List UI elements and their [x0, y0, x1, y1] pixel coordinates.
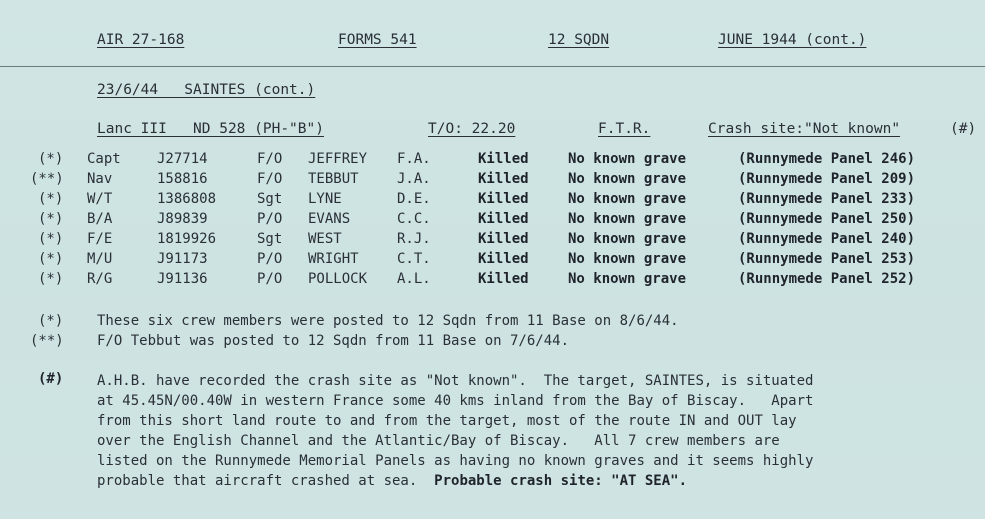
remark-mark: (#) [38, 371, 64, 387]
remark-last-line-plain: probable that aircraft crashed at sea. [97, 473, 435, 489]
crew-role: B/A [87, 211, 113, 227]
crew-role: M/U [87, 251, 113, 267]
crew-mark: (*) [38, 251, 64, 267]
crew-row [0, 231, 985, 251]
crew-mark: (*) [38, 211, 64, 227]
date-line: 23/6/44 SAINTES (cont.) [97, 82, 316, 98]
crew-service-number: J89839 [157, 211, 208, 227]
crew-grave: No known grave [568, 151, 687, 167]
crew-rank: Sgt [257, 191, 283, 207]
crew-initials: A.L. [397, 271, 431, 287]
crew-initials: C.T. [397, 251, 431, 267]
crew-service-number: J91136 [157, 271, 208, 287]
ftr-label: F.T.R. [598, 121, 651, 137]
crew-grave: No known grave [568, 191, 687, 207]
crew-mark: (**) [30, 171, 64, 187]
crew-surname: WRIGHT [308, 251, 359, 267]
crew-grave: No known grave [568, 231, 687, 247]
crew-initials: D.E. [397, 191, 431, 207]
crew-role: W/T [87, 191, 113, 207]
header-forms: FORMS 541 [338, 32, 417, 48]
crew-mark: (*) [38, 271, 64, 287]
crew-row [0, 211, 985, 231]
crew-role: F/E [87, 231, 113, 247]
crew-service-number: 158816 [157, 171, 208, 187]
header-squadron: 12 SQDN [548, 32, 610, 48]
crew-initials: J.A. [397, 171, 431, 187]
crew-status: Killed [478, 171, 529, 187]
crew-rank: P/O [257, 271, 283, 287]
crew-surname: JEFFREY [308, 151, 368, 167]
crew-rank: P/O [257, 211, 283, 227]
crew-initials: C.C. [397, 211, 431, 227]
crew-service-number: 1819926 [157, 231, 217, 247]
crew-memorial: (Runnymede Panel 209) [738, 171, 916, 187]
crew-memorial: (Runnymede Panel 233) [738, 191, 916, 207]
crash-site-mark: (#) [950, 121, 977, 137]
remark-line: A.H.B. have recorded the crash site as "Not known". The target, SAINTES, is situated [97, 373, 814, 389]
takeoff-time: T/O: 22.20 [428, 121, 516, 137]
crew-row [0, 151, 985, 171]
header-month: JUNE 1944 (cont.) [718, 32, 867, 48]
crew-memorial: (Runnymede Panel 250) [738, 211, 916, 227]
crew-row [0, 171, 985, 191]
crew-grave: No known grave [568, 251, 687, 267]
remark-line: from this short land route to and from the target, most of the route IN and OUT lay [97, 413, 797, 429]
crew-role: Capt [87, 151, 121, 167]
crew-rank: P/O [257, 251, 283, 267]
crew-role: R/G [87, 271, 113, 287]
remark-paragraph [97, 371, 967, 491]
note-mark: (*) [38, 313, 64, 329]
crew-role: Nav [87, 171, 113, 187]
probable-crash-site: Probable crash site: "AT SEA". [434, 473, 688, 489]
crew-rank: F/O [257, 151, 283, 167]
crew-initials: R.J. [397, 231, 431, 247]
crew-grave: No known grave [568, 271, 687, 287]
crew-rank: F/O [257, 171, 283, 187]
note-text: These six crew members were posted to 12 Sqdn from 11 Base on 8/6/44. [97, 313, 679, 329]
remark-line: over the English Channel and the Atlantic/Bay of Biscay. All 7 crew members are [97, 433, 780, 449]
crew-mark: (*) [38, 191, 64, 207]
crew-initials: F.A. [397, 151, 431, 167]
note-mark: (**) [30, 333, 64, 349]
crew-surname: POLLOCK [308, 271, 368, 287]
crew-memorial: (Runnymede Panel 252) [738, 271, 916, 287]
header-air-reference: AIR 27-168 [97, 32, 185, 48]
crew-status: Killed [478, 151, 529, 167]
crew-surname: LYNE [308, 191, 342, 207]
remark-line: at 45.45N/00.40W in western France some 40 kms inland from the Bay of Biscay. Apart [97, 393, 814, 409]
crew-memorial: (Runnymede Panel 240) [738, 231, 916, 247]
remark-line: listed on the Runnymede Memorial Panels as having no known graves and it seems highly [97, 453, 814, 469]
crew-memorial: (Runnymede Panel 246) [738, 151, 916, 167]
crew-row [0, 271, 985, 291]
aircraft-type: Lanc III ND 528 (PH-"B") [97, 121, 324, 137]
note-text: F/O Tebbut was posted to 12 Sqdn from 11 Base on 7/6/44. [97, 333, 570, 349]
header-divider [0, 66, 985, 67]
crew-service-number: J27714 [157, 151, 208, 167]
crew-status: Killed [478, 271, 529, 287]
crew-rank: Sgt [257, 231, 283, 247]
crew-status: Killed [478, 231, 529, 247]
crew-row [0, 251, 985, 271]
crew-mark: (*) [38, 231, 64, 247]
remark-last-line [97, 471, 967, 491]
crew-service-number: 1386808 [157, 191, 217, 207]
crew-grave: No known grave [568, 171, 687, 187]
crew-memorial: (Runnymede Panel 253) [738, 251, 916, 267]
crew-surname: WEST [308, 231, 342, 247]
crew-status: Killed [478, 211, 529, 227]
crew-mark: (*) [38, 151, 64, 167]
crew-row [0, 191, 985, 211]
crew-surname: TEBBUT [308, 171, 359, 187]
crew-status: Killed [478, 251, 529, 267]
crew-status: Killed [478, 191, 529, 207]
crew-surname: EVANS [308, 211, 351, 227]
crew-grave: No known grave [568, 211, 687, 227]
crash-site-label: Crash site:"Not known" [708, 121, 901, 137]
crew-service-number: J91173 [157, 251, 208, 267]
